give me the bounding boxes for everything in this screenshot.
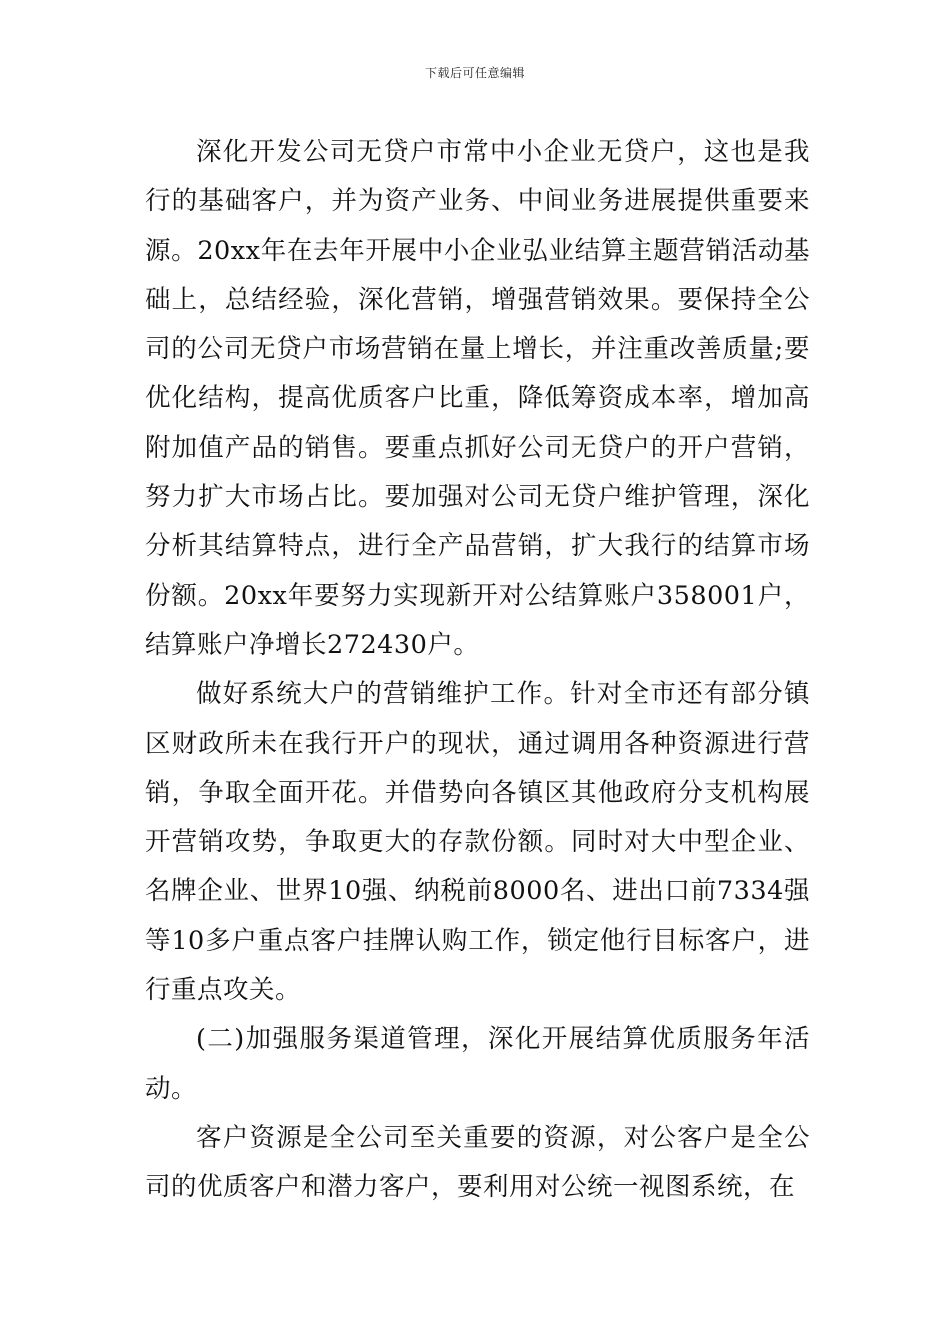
page-header: 下载后可任意编辑 (424, 66, 525, 80)
paragraph-major-accounts: 做好系统大户的营销维护工作。针对全市还有部分镇区财政所未在我行开户的现状，通过调用各种资源进行营销，争取全面开花。并借势向各镇区其他政府分支机构展开营销攻势，争取更大的存款份额。同时对大中型企业、名牌企业、世界10强、纳税前8000名、进出口前7334强等10多户重点客户挂牌认购工作，锁定他行目标客户，进行重点攻关。 (145, 679, 810, 1006)
paragraph-unloaned-clients: 深化开发公司无贷户市常中小企业无贷户，这也是我行的基础客户，并为资产业务、中间业务进展提供重要来源。20xx年在去年开展中小企业弘业结算主题营销活动基础上，总结经验，深化营销，增强营销效果。要保持全公司的公司无贷户市场营销在量上增长，并注重改善质量;要优化结构，提高优质客户比重，降低筹资成本率，增加高附加值产品的销售。要重点抓好公司无贷户的开户营销，努力扩大市场占比。要加强对公司无贷户维护管理，深化分析其结算特点，进行全产品营销，扩大我行的结算市场份额。20xx年要努力实现新开对公结算账户358001户，结算账户净增长272430户。 (145, 137, 810, 660)
document-body (145, 128, 810, 1213)
section-heading-service-channels: (二)加强服务渠道管理，深化开展结算优质服务年活动。 (145, 1024, 810, 1104)
paragraph-client-resources: 客户资源是全公司至关重要的资源，对公客户是全公司的优质客户和潜力客户，要利用对公统一视图系统，在 (145, 1122, 810, 1203)
